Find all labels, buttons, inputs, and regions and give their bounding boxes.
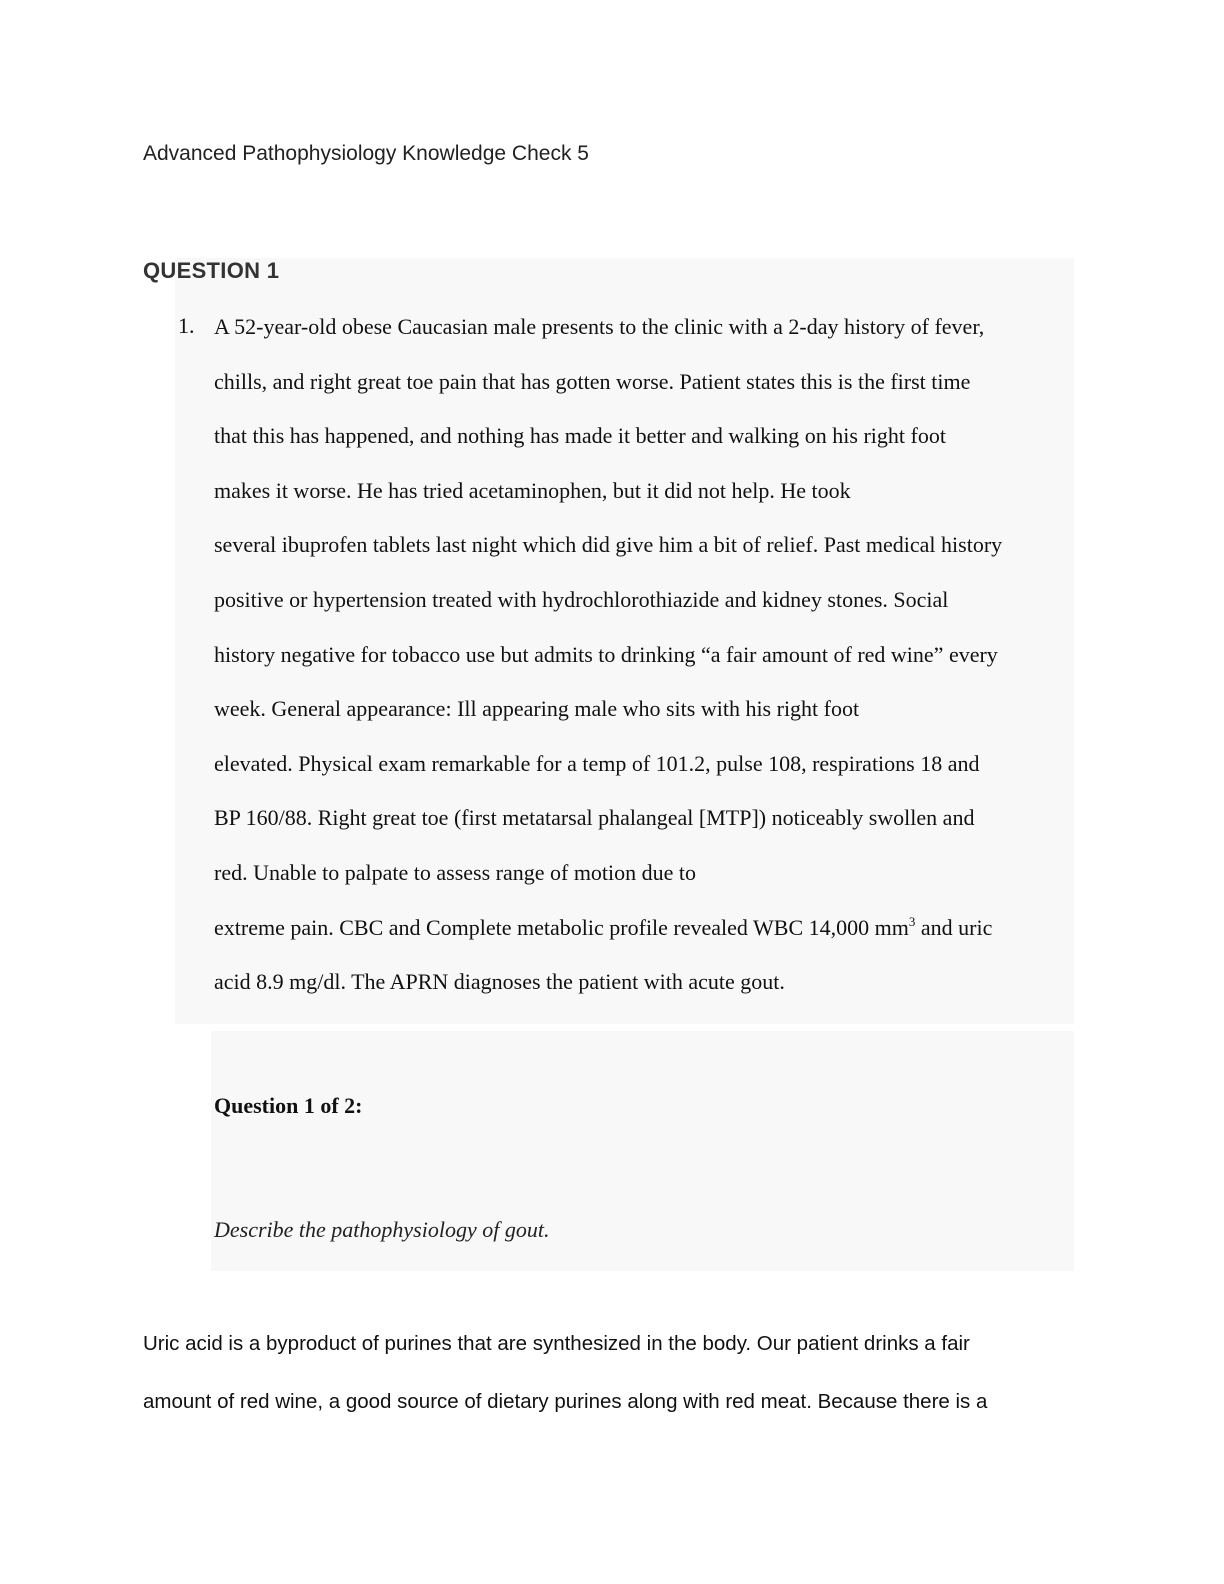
stem-line: acid 8.9 mg/dl. The APRN diagnoses the patient with acute gout.: [214, 969, 785, 995]
sub-question-prompt: Describe the pathophysiology of gout.: [214, 1217, 550, 1242]
stem-line: week. General appearance: Ill appearing male who sits with his right foot: [214, 696, 860, 722]
document-title: Advanced Pathophysiology Knowledge Check 5: [143, 142, 589, 165]
unit-superscript: 3: [908, 913, 916, 929]
sub-question-label: Question 1 of 2:: [214, 1093, 363, 1118]
stem-line: A 52-year-old obese Caucasian male presents to the clinic with a 2-day history of fever,: [214, 314, 985, 339]
answer-line: amount of red wine, a good source of dietary purines along with red meat. Because there is a: [143, 1390, 988, 1413]
stem-line: several ibuprofen tablets last night which did give him a bit of relief. Past medical history: [214, 532, 1003, 558]
question-stem: [214, 313, 1074, 1023]
stem-line-lab-results: [214, 914, 1074, 969]
lab-text-after: and uric: [915, 914, 993, 940]
stem-line: history negative for tobacco use but admits to drinking “a fair amount of red wine” every: [214, 641, 998, 667]
question-number: 1.: [178, 313, 195, 338]
answer-line: Uric acid is a byproduct of purines that are synthesized in the body. Our patient drinks a fair: [143, 1332, 970, 1355]
stem-line: that this has happened, and nothing has made it better and walking on his right foot: [214, 423, 946, 449]
stem-line: positive or hypertension treated with hydrochlorothiazide and kidney stones. Social: [214, 586, 949, 612]
stem-line: chills, and right great toe pain that has gotten worse. Patient states this is the first time: [214, 368, 971, 394]
question-heading: QUESTION 1: [143, 258, 280, 283]
stem-line: BP 160/88. Right great toe (first metatarsal phalangeal [MTP]) noticeably swollen and: [214, 805, 975, 831]
answer-text: [143, 1330, 1083, 1446]
lab-text-before: extreme pain. CBC and Complete metabolic profile revealed WBC 14,000 mm: [214, 914, 909, 940]
stem-line: elevated. Physical exam remarkable for a temp of 101.2, pulse 108, respirations 18 and: [214, 750, 980, 776]
stem-line: red. Unable to palpate to assess range of motion due to: [214, 859, 697, 885]
stem-line: makes it worse. He has tried acetaminophen, but it did not help. He took: [214, 477, 851, 503]
